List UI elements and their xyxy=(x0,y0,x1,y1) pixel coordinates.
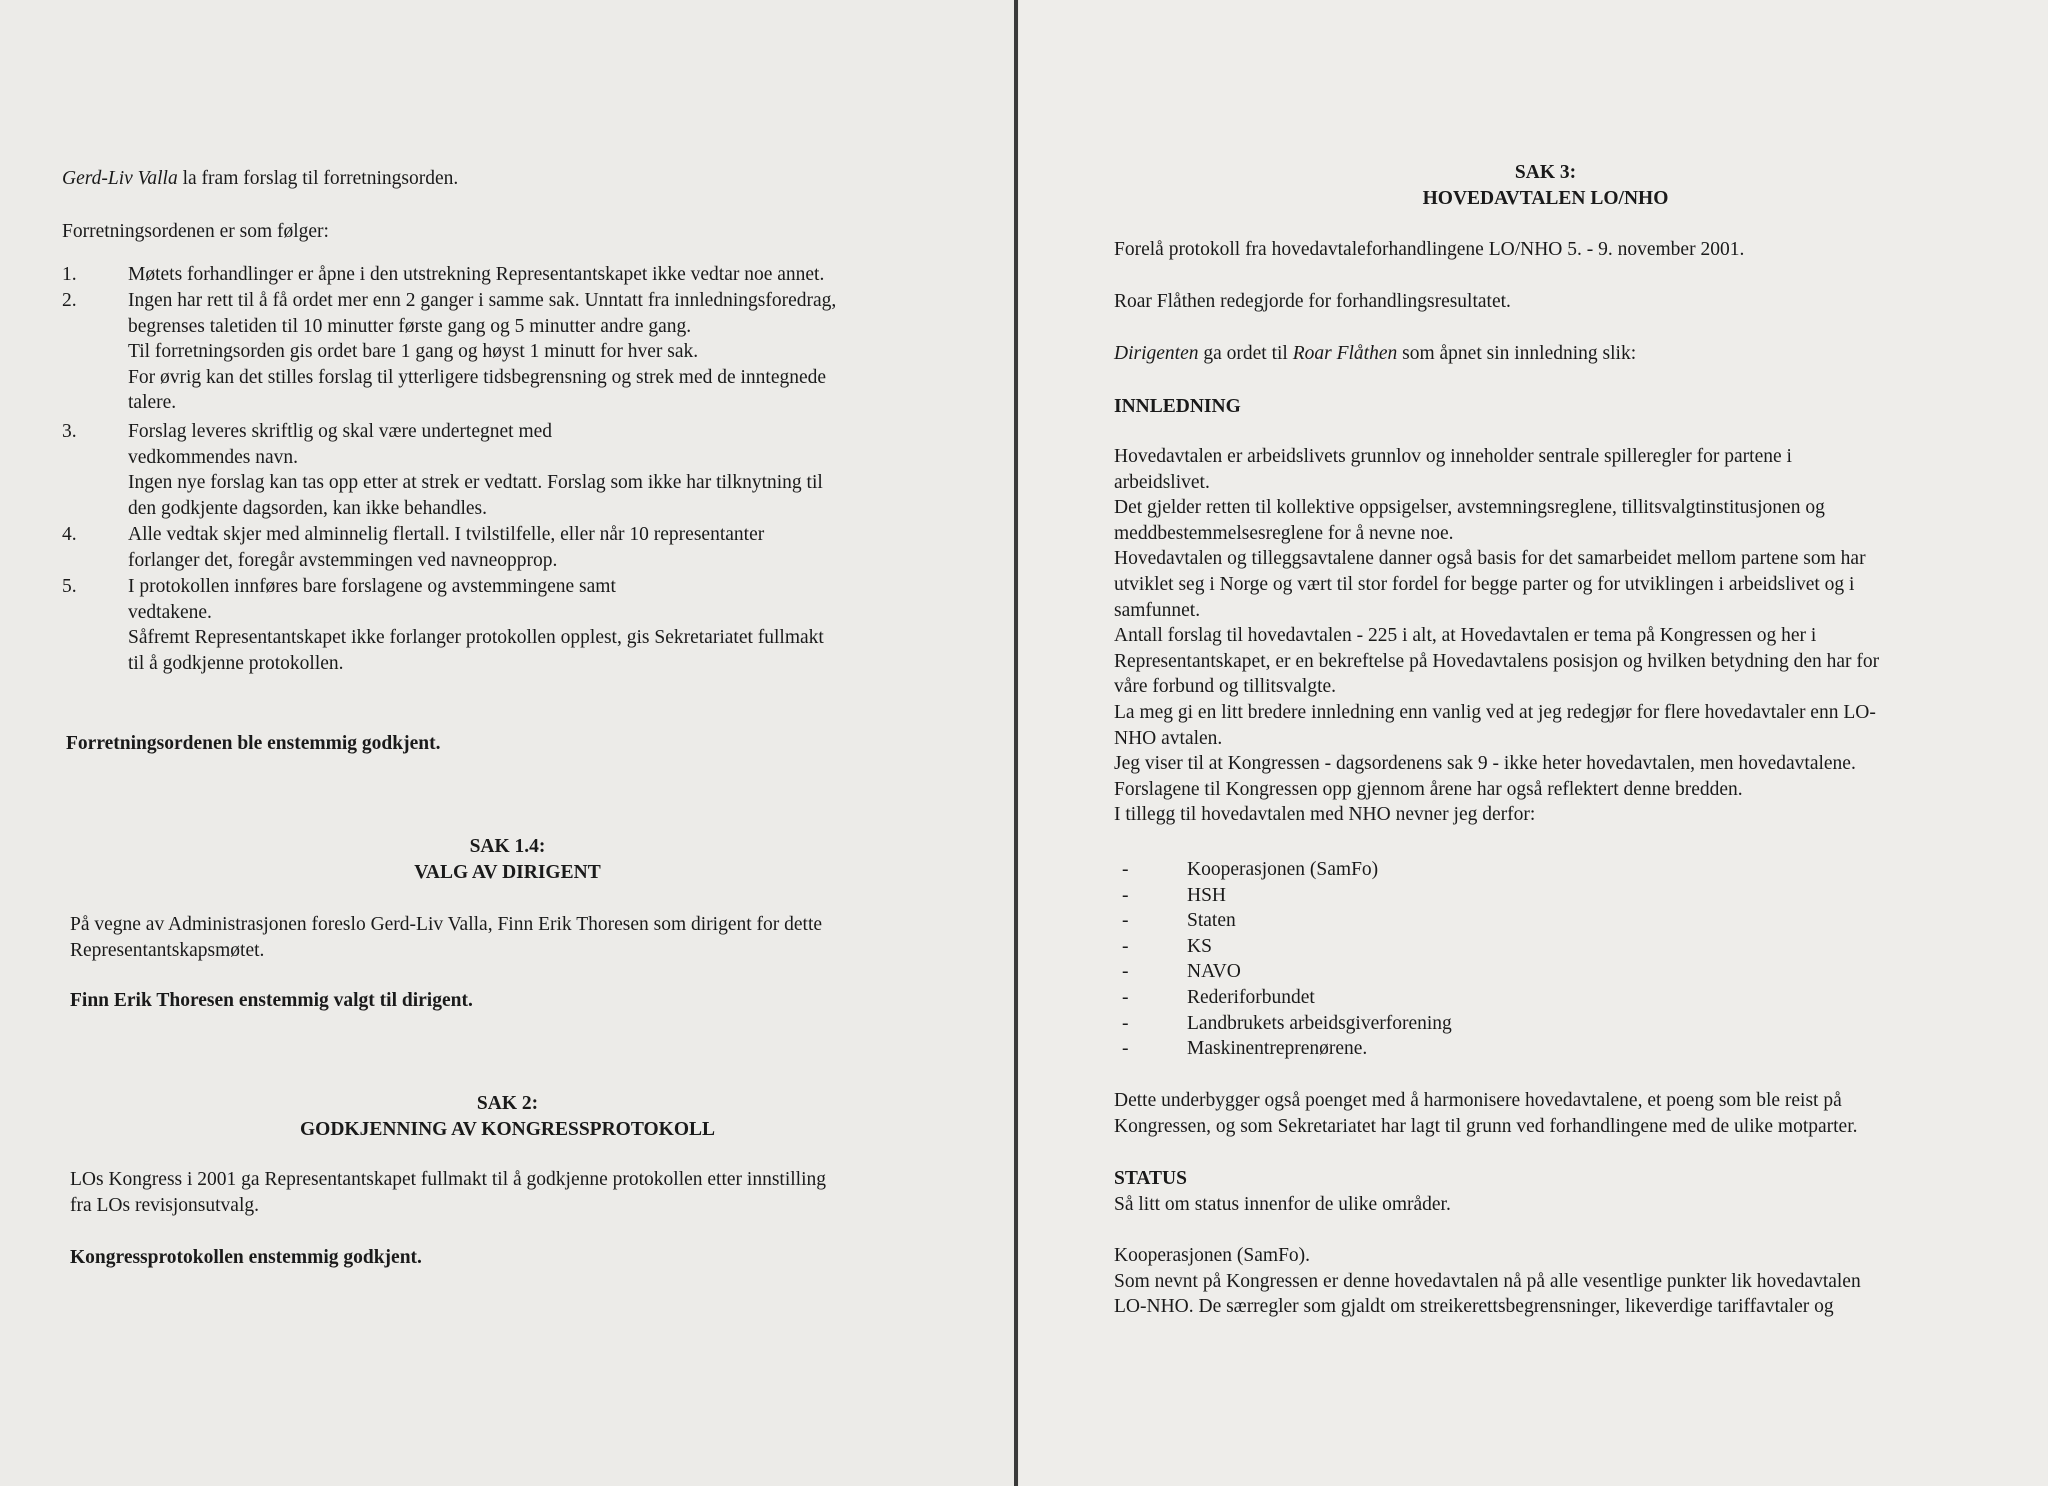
list-item-text: Rederiforbundet xyxy=(1187,986,1315,1008)
rule-5 xyxy=(62,574,824,676)
list-item xyxy=(1122,1011,1452,1037)
rule-number: 3. xyxy=(62,421,77,442)
body-line: meddbestemmelsesreglene for å nevne noe. xyxy=(1114,522,1454,544)
dash: - xyxy=(1122,859,1129,880)
body-line: fra LOs revisjonsutvalg. xyxy=(70,1194,260,1216)
sak14-body xyxy=(70,912,822,963)
body-line: samfunnet. xyxy=(1114,599,1201,621)
sak3-title: HOVEDAVTALEN LO/NHO xyxy=(1422,188,1669,209)
body-line: arbeidslivet. xyxy=(1114,471,1210,493)
body-line: I tillegg til hovedavtalen med NHO nevner jeg derfor: xyxy=(1114,804,1536,826)
body-line: Antall forslag til hovedavtalen - 225 i alt, at Hovedavtalen er tema på Kongressen og her i xyxy=(1114,625,1817,647)
list-item-text: Maskinentreprenørene. xyxy=(1187,1038,1368,1060)
list-item-text: KS xyxy=(1187,935,1212,957)
rule-line: vedkommendes navn. xyxy=(128,446,299,468)
rule-line: For øvrig kan det stilles forslag til ytterligere tidsbegrensning og strek med de inntegnede xyxy=(128,366,827,388)
rule-number: 1. xyxy=(62,264,77,285)
dash: - xyxy=(1122,961,1129,983)
rule-line: talere. xyxy=(128,392,177,414)
rule-line: til å godkjenne protokollen. xyxy=(128,652,344,674)
rule-line: vedtakene. xyxy=(128,601,212,623)
dash: - xyxy=(1122,935,1129,957)
body-line: Representantskapet, er en bekreftelse på Hovedavtalens posisjon og hvilken betydning den har for xyxy=(1114,650,1880,672)
sak14-result: Finn Erik Thoresen enstemmig valgt til dirigent. xyxy=(70,990,473,1011)
harmonize-paragraph xyxy=(1114,1088,1858,1139)
list-item xyxy=(1122,985,1452,1011)
body-line: NHO avtalen. xyxy=(1114,727,1223,749)
left-page xyxy=(0,0,1015,1486)
list-item-text: Kooperasjonen (SamFo) xyxy=(1187,859,1379,880)
sak3-number: SAK 3: xyxy=(1514,162,1577,183)
list-item xyxy=(1122,908,1452,934)
book-spine xyxy=(1014,0,1018,1486)
rule-line: Møtets forhandlinger er åpne i den utstrekning Representantskapet ikke vedtar noe annet. xyxy=(128,264,825,285)
list-item xyxy=(1122,1036,1452,1062)
body-line: På vegne av Administrasjonen foreslo Gerd-Liv Valla, Finn Erik Thoresen som dirigent for dette xyxy=(70,914,823,935)
rule-line: Til forretningsorden gis ordet bare 1 gang og høyst 1 minutt for hver sak. xyxy=(128,341,699,363)
right-page xyxy=(1019,0,2048,1486)
dash: - xyxy=(1122,1012,1129,1034)
kooperasjonen-section xyxy=(1114,1243,1861,1320)
body-line: utviklet seg i Norge og vært til stor fordel for begge parter og for utviklingen i arbeidslivet og i xyxy=(1114,573,1855,595)
list-item xyxy=(1122,883,1452,909)
rules-result: Forretningsordenen ble enstemmig godkjent. xyxy=(66,733,441,754)
rule-number: 2. xyxy=(62,290,77,311)
list-item xyxy=(1122,857,1452,883)
intro-rest: la fram forslag til forretningsorden. xyxy=(177,168,459,189)
rule-line: forlanger det, foregår avstemmingen ved navneopprop. xyxy=(128,549,558,571)
body-line: LO-NHO. De særregler som gjaldt om streikerettsbegrensninger, likeverdige tariffavtaler og xyxy=(1114,1296,1834,1318)
body-line: LOs Kongress i 2001 ga Representantskapet fullmakt til å godkjenne protokollen etter innstilling xyxy=(70,1169,827,1190)
body-line: våre forbund og tillitsvalgte. xyxy=(1114,676,1337,698)
dirigent-label: Dirigenten xyxy=(1114,343,1199,364)
body-line: Representantskapsmøtet. xyxy=(70,939,265,961)
dirigent-text-end: som åpnet sin innledning slik: xyxy=(1397,343,1637,364)
list-item xyxy=(1122,959,1452,985)
body-line: Det gjelder retten til kollektive oppsigelser, avstemningsreglene, tillitsvalgtinstitusjonen og xyxy=(1114,497,1825,519)
rules-lead: Forretningsordenen er som følger: xyxy=(62,221,329,242)
rule-number: 4. xyxy=(62,524,77,545)
sak2-result: Kongressprotokollen enstemmig godkjent. xyxy=(70,1247,422,1268)
dash: - xyxy=(1122,910,1129,932)
rule-line: Alle vedtak skjer med alminnelig flertall. I tvilstilfelle, eller når 10 representanter xyxy=(128,524,765,545)
intro-line xyxy=(62,166,458,192)
rule-line: Ingen har rett til å få ordet mer enn 2 ganger i samme sak. Unntatt fra innledningsforedrag, xyxy=(128,290,837,311)
counterparty-list xyxy=(1122,857,1452,1062)
dash: - xyxy=(1122,986,1129,1008)
body-line: La meg gi en litt bredere innledning enn vanlig ved at jeg redegjør for flere hovedavtaler enn LO- xyxy=(1114,701,1876,723)
rule-line: Såfremt Representantskapet ikke forlanger protokollen opplest, gis Sekretariatet fullmakt xyxy=(128,627,824,649)
rule-2 xyxy=(62,288,837,416)
body-line: Kongressen, og som Sekretariatet har lagt til grunn ved forhandlingene med de ulike motparter. xyxy=(1114,1115,1858,1137)
status-line: Så litt om status innenfor de ulike områder. xyxy=(1114,1194,1451,1215)
protocol-line: Forelå protokoll fra hovedavtaleforhandlingene LO/NHO 5. - 9. november 2001. xyxy=(1114,239,1745,260)
list-item-text: Landbrukets arbeidsgiverforening xyxy=(1187,1012,1452,1034)
list-item-text: HSH xyxy=(1187,884,1227,906)
rule-1 xyxy=(62,262,825,288)
intro-name: Gerd-Liv Valla xyxy=(62,168,178,189)
list-item xyxy=(1122,934,1452,960)
list-item-text: NAVO xyxy=(1187,961,1241,983)
sak14-title: VALG AV DIRIGENT xyxy=(414,862,601,883)
status-heading: STATUS xyxy=(1114,1168,1187,1189)
rule-line: Forslag leveres skriftlig og skal være undertegnet med xyxy=(128,421,553,442)
innledning-heading: INNLEDNING xyxy=(1114,396,1241,417)
sak14-number: SAK 1.4: xyxy=(469,836,546,857)
rule-3 xyxy=(62,419,823,521)
body-line: Hovedavtalen er arbeidslivets grunnlov og inneholder sentrale spilleregler for partene i xyxy=(1114,446,1792,467)
dash: - xyxy=(1122,884,1129,906)
dash: - xyxy=(1122,1038,1129,1060)
body-line: Jeg viser til at Kongressen - dagsordenens sak 9 - ikke heter hovedavtalen, men hovedavtalene. xyxy=(1114,753,1856,775)
rule-number: 5. xyxy=(62,576,77,597)
rule-line: den godkjente dagsorden, kan ikke behandles. xyxy=(128,497,488,519)
sak2-number: SAK 2: xyxy=(476,1093,539,1114)
sak2-body xyxy=(70,1167,826,1218)
dirigent-line xyxy=(1114,341,1636,367)
body-line: Hovedavtalen og tilleggsavtalene danner også basis for det samarbeidet mellom partene som har xyxy=(1114,548,1866,570)
kooperasjonen-heading: Kooperasjonen (SamFo). xyxy=(1114,1245,1311,1266)
body-line: Dette underbygger også poenget med å harmonisere hovedavtalene, et poeng som ble reist på xyxy=(1114,1090,1842,1111)
rule-line: Ingen nye forslag kan tas opp etter at strek er vedtatt. Forslag som ikke har tilknytning til xyxy=(128,472,823,494)
innledning-body xyxy=(1114,444,1879,828)
speaker-name: Roar Flåthen xyxy=(1292,343,1398,364)
rule-line: begrenses taletiden til 10 minutter første gang og 5 minutter andre gang. xyxy=(128,315,692,337)
sak2-title: GODKJENNING AV KONGRESSPROTOKOLL xyxy=(299,1119,715,1140)
rule-4 xyxy=(62,522,765,573)
rule-line: I protokollen innføres bare forslagene og avstemmingene samt xyxy=(128,576,616,597)
body-line: Forslagene til Kongressen opp gjennom årene har også reflektert denne bredden. xyxy=(1114,778,1743,800)
redegjorde-line: Roar Flåthen redegjorde for forhandlingsresultatet. xyxy=(1114,291,1511,312)
body-line: Som nevnt på Kongressen er denne hovedavtalen nå på alle vesentlige punkter lik hovedavtalen xyxy=(1114,1270,1861,1292)
list-item-text: Staten xyxy=(1187,910,1236,932)
dirigent-text: ga ordet til xyxy=(1198,343,1293,364)
